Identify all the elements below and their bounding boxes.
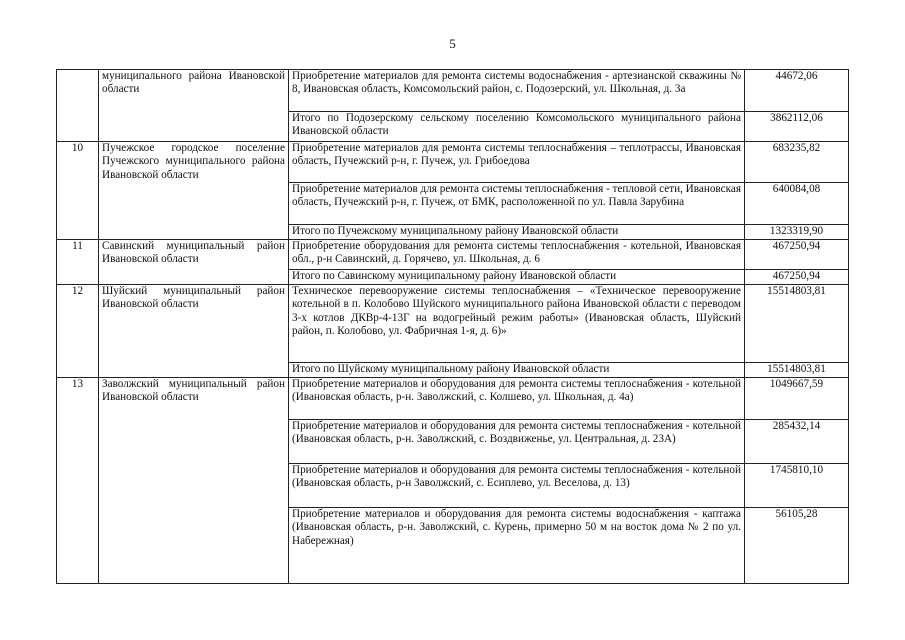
table-row [57, 239, 849, 269]
total-description-cell: Итого по Пучежскому муниципальному району Ивановской области [289, 224, 745, 239]
row-number-cell: 13 [57, 377, 99, 419]
municipality-cell [99, 362, 289, 377]
row-number-cell [57, 419, 99, 463]
row-number-cell [57, 112, 99, 142]
table-row [57, 377, 849, 419]
table-row [57, 224, 849, 239]
table-row [57, 269, 849, 284]
total-amount-cell: 15514803,81 [745, 362, 849, 377]
municipality-cell [99, 269, 289, 284]
row-number-cell [57, 70, 99, 112]
row-number-cell: 10 [57, 142, 99, 183]
page-number: 5 [449, 36, 456, 51]
total-description-cell: Итого по Шуйскому муниципальному району Ивановской области [289, 362, 745, 377]
table-row [57, 112, 849, 142]
description-cell: Приобретение материалов и оборудования для ремонта системы теплоснабжения - котельной (Ивановская область, р-н Заволжский, с. Есиплево, ул. Веселова, д. 13) [289, 463, 745, 507]
amount-cell: 15514803,81 [745, 284, 849, 362]
amount-cell: 640084,08 [745, 182, 849, 224]
description-cell: Приобретение материалов и оборудования для ремонта системы теплоснабжения - котельной (Ивановская область, р-н. Заволжский, с. Колшево, ул. Школьная, д. 4а) [289, 377, 745, 419]
amount-cell: 467250,94 [745, 239, 849, 269]
amount-cell: 1049667,59 [745, 377, 849, 419]
table-row [57, 507, 849, 583]
municipality-cell: Заволжский муниципальный район Ивановской области [99, 377, 289, 419]
table-row [57, 284, 849, 362]
description-cell: Приобретение оборудования для ремонта системы теплоснабжения - котельной, Ивановская обл., р-н Савинский, д. Горячево, ул. Школьная, д. 6 [289, 239, 745, 269]
description-cell: Приобретение материалов для ремонта системы водоснабжения - артезианской скважины № 8, Ивановская область, Комсомольский район, с. Подозерский, ул. Школьная, д. 3а [289, 70, 745, 112]
total-description-cell: Итого по Савинскому муниципальному району Ивановской области [289, 269, 745, 284]
municipality-cell [99, 463, 289, 507]
description-cell: Приобретение материалов и оборудования для ремонта системы теплоснабжения - котельной (Ивановская область, р-н. Заволжский, с. Воздвиженье, ул. Центральная, д. 23А) [289, 419, 745, 463]
row-number-cell: 11 [57, 239, 99, 269]
table-row [57, 419, 849, 463]
total-amount-cell: 467250,94 [745, 269, 849, 284]
description-cell: Приобретение материалов для ремонта системы теплоснабжения - тепловой сети, Ивановская область, Пучежский р-н, г. Пучеж, от БМК, расположенной по ул. Павла Зарубина [289, 182, 745, 224]
table-row [57, 70, 849, 112]
amount-cell: 683235,82 [745, 142, 849, 183]
total-amount-cell: 3862112,06 [745, 112, 849, 142]
row-number-cell [57, 362, 99, 377]
row-number-cell [57, 182, 99, 224]
municipality-cell [99, 224, 289, 239]
municipality-cell [99, 419, 289, 463]
amount-cell: 44672,06 [745, 70, 849, 112]
total-amount-cell: 1323319,90 [745, 224, 849, 239]
row-number-cell [57, 269, 99, 284]
description-cell: Приобретение материалов и оборудования для ремонта системы водоснабжения - каптажа (Ивановская область, р-н. Заволжский, с. Курень, примерно 50 м на восток дома № 2 по ул. Набережная) [289, 507, 745, 583]
table-row [57, 142, 849, 183]
description-cell: Приобретение материалов для ремонта системы теплоснабжения – теплотрассы, Ивановская область, Пучежский р-н, г. Пучеж, ул. Грибоедова [289, 142, 745, 183]
municipality-cell [99, 112, 289, 142]
description-cell: Техническое перевооружение системы теплоснабжения – «Техническое перевооружение котельной в п. Колобово Шуйского муниципального района Ивановской области с переводом 3-х котлов ДКВр-4-13Г на водогрейный режим работы» (Ивановская область, Шуйский район, п. Колобово, ул. Фабричная 1-я, д. 6)» [289, 284, 745, 362]
municipality-cell: муниципального района Ивановской области [99, 70, 289, 112]
table-row [57, 463, 849, 507]
row-number-cell [57, 507, 99, 583]
amount-cell: 285432,14 [745, 419, 849, 463]
table-row [57, 362, 849, 377]
municipality-cell: Шуйский муниципальный район Ивановской области [99, 284, 289, 362]
municipality-cell: Пучежское городское поселение Пучежского муниципального района Ивановской области [99, 142, 289, 183]
municipality-cell [99, 507, 289, 583]
municipality-cell: Савинский муниципальный район Ивановской области [99, 239, 289, 269]
amount-cell: 56105,28 [745, 507, 849, 583]
table-row [57, 182, 849, 224]
row-number-cell: 12 [57, 284, 99, 362]
row-number-cell [57, 224, 99, 239]
amount-cell: 1745810,10 [745, 463, 849, 507]
row-number-cell [57, 463, 99, 507]
allocation-table [56, 69, 849, 584]
municipality-cell [99, 182, 289, 224]
total-description-cell: Итого по Подозерскому сельскому поселению Комсомольского муниципального района Ивановской области [289, 112, 745, 142]
